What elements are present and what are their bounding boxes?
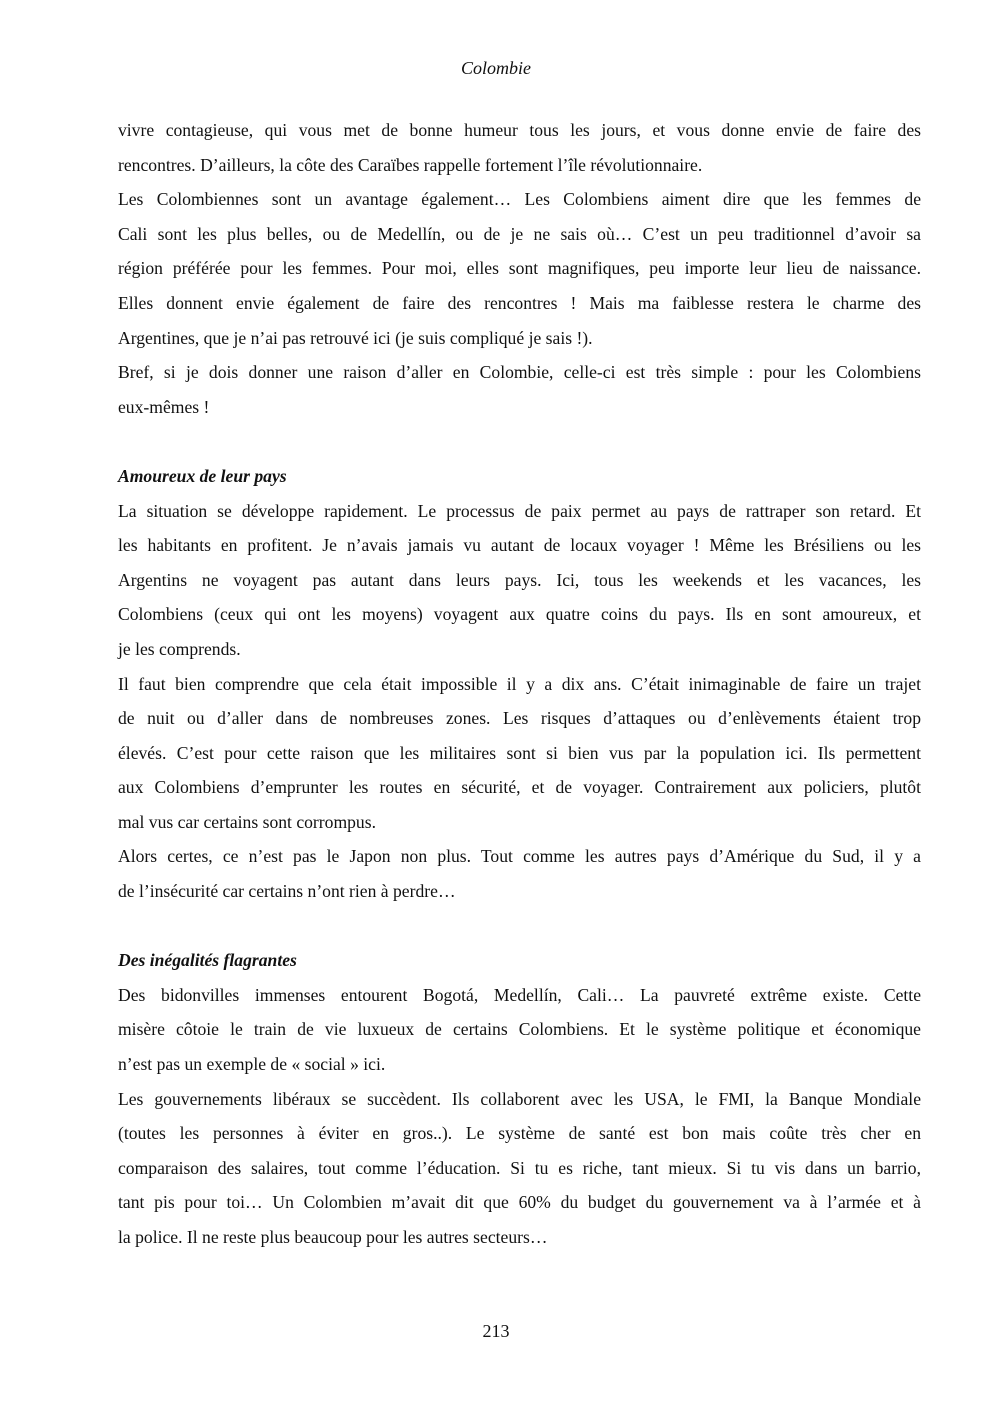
- text-line: rencontres. D’ailleurs, la côte des Caraïbes rappelle fortement l’île révolutionnaire.: [118, 154, 703, 175]
- paragraph: [118, 978, 921, 1082]
- text-line: comparaison des salaires, tout comme l’éducation. Si tu es riche, tant mieux. Si tu vis dans un barrio,: [118, 1157, 921, 1178]
- text-line: Colombiens (ceux qui ont les moyens) voyagent aux quatre coins du pays. Ils en sont amoureux, et: [118, 604, 921, 625]
- paragraph: [118, 355, 921, 424]
- text-line: Argentines, que je n’ai pas retrouvé ici (je suis compliqué je sais !).: [118, 327, 593, 348]
- text-line: tant pis pour toi… Un Colombien m’avait dit que 60% du budget du gouvernement va à l’armée et à: [118, 1192, 921, 1213]
- text-line: vivre contagieuse, qui vous met de bonne humeur tous les jours, et vous donne envie de faire des: [118, 120, 921, 140]
- text-line: élevés. C’est pour cette raison que les militaires sont si bien vus par la population ici. Ils permettent: [118, 742, 921, 763]
- text-line: aux Colombiens d’emprunter les routes en sécurité, et de voyager. Contrairement aux policiers, plutôt: [118, 777, 921, 798]
- text-line: misère côtoie le train de vie luxueux de certains Colombiens. Et le système politique et économique: [118, 1019, 921, 1040]
- text-line: Il faut bien comprendre que cela était impossible il y a dix ans. C’était inimaginable de faire un trajet: [118, 673, 921, 694]
- page-body: [118, 113, 921, 1255]
- paragraph: [118, 667, 921, 840]
- text-line: les habitants en profitent. Je n’avais jamais vu autant de locaux voyager ! Même les Brésiliens ou les: [118, 535, 921, 556]
- text-line: la police. Il ne reste plus beaucoup pour les autres secteurs…: [118, 1227, 548, 1247]
- blank-line: [118, 424, 921, 459]
- text-line: La situation se développe rapidement. Le processus de paix permet au pays de rattraper son retard. Et: [118, 500, 921, 521]
- text-line: région préférée pour les femmes. Pour moi, elles sont magnifiques, peu importe leur lieu de naissance.: [118, 258, 921, 279]
- text-line: Des bidonvilles immenses entourent Bogotá, Medellín, Cali… La pauvreté extrême existe. Cette: [118, 984, 921, 1005]
- text-line: Elles donnent envie également de faire des rencontres ! Mais ma faiblesse restera le charme des: [118, 292, 921, 313]
- paragraph: [118, 182, 921, 355]
- text-line: de nuit ou d’aller dans de nombreuses zones. Les risques d’attaques ou d’enlèvements étaient trop: [118, 708, 921, 729]
- paragraph: [118, 494, 921, 667]
- text-line: Cali sont les plus belles, ou de Medellín, ou de je ne sais où… C’est un peu traditionnel d’avoir sa: [118, 223, 921, 244]
- text-line: (toutes les personnes à éviter en gros..). Le système de santé est bon mais coûte très cher en: [118, 1123, 921, 1144]
- paragraph: [118, 113, 921, 182]
- text-line: de l’insécurité car certains n’ont rien à perdre…: [118, 881, 456, 902]
- paragraph: [118, 1082, 921, 1255]
- text-line: je les comprends.: [118, 638, 241, 659]
- text-line: Les gouvernements libéraux se succèdent. Ils collaborent avec les USA, le FMI, la Banque Mondiale: [118, 1088, 921, 1109]
- blank-line: [118, 909, 921, 944]
- text-line: Les Colombiennes sont un avantage également… Les Colombiens aiment dire que les femmes de: [118, 189, 921, 210]
- text-line: Argentins ne voyagent pas autant dans leurs pays. Ici, tous les weekends et les vacances, les: [118, 569, 921, 590]
- text-line: eux-mêmes !: [118, 396, 210, 417]
- text-line: Bref, si je dois donner une raison d’aller en Colombie, celle-ci est très simple : pour les Colombiens: [118, 362, 921, 383]
- section-heading: Amoureux de leur pays: [118, 465, 287, 486]
- text-line: mal vus car certains sont corrompus.: [118, 811, 376, 832]
- text-line: Alors certes, ce n’est pas le Japon non plus. Tout comme les autres pays d’Amérique du Sud, il y a: [118, 846, 921, 867]
- page-number: 213: [482, 1321, 510, 1341]
- running-header: Colombie: [461, 58, 531, 78]
- paragraph: [118, 839, 921, 908]
- text-line: n’est pas un exemple de « social » ici.: [118, 1054, 386, 1075]
- section-heading: Des inégalités flagrantes: [118, 950, 297, 971]
